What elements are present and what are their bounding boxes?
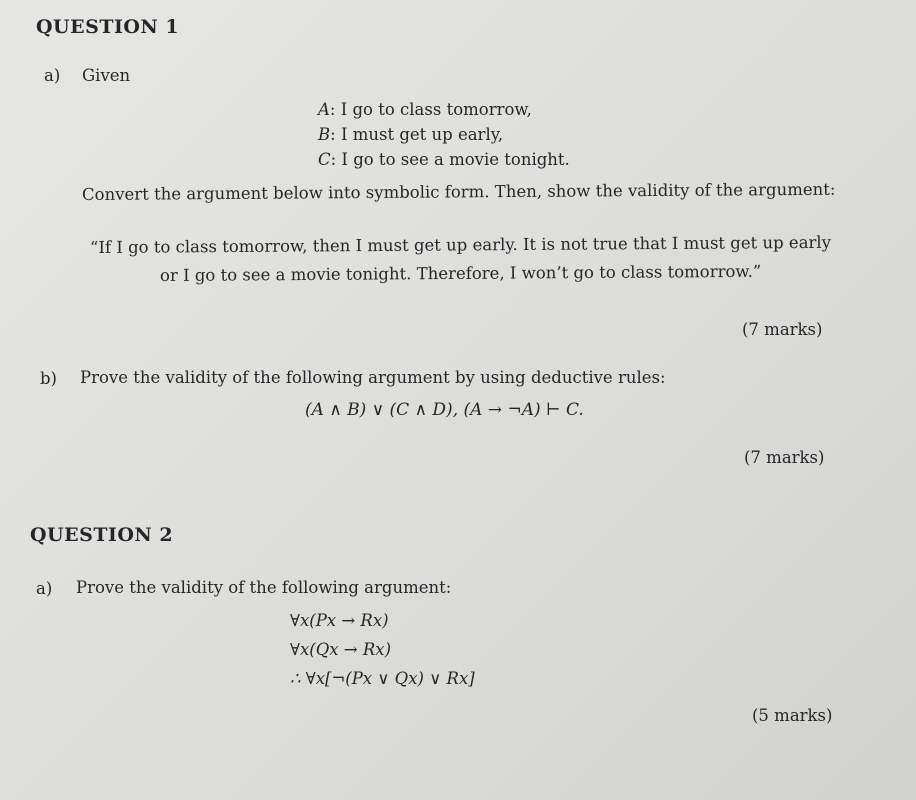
definition-b bbox=[318, 125, 503, 144]
definition-c-text: : I go to see a movie tonight. bbox=[330, 150, 570, 169]
definition-b-text: : I must get up early, bbox=[330, 125, 504, 144]
definition-a-text: : I go to class tomorrow, bbox=[329, 100, 532, 119]
q1b-label: b) bbox=[40, 369, 57, 388]
q1a-quote-line-1: “If I go to class tomorrow, then I must get up early. It is not true that I must get up early bbox=[89, 232, 832, 257]
q1a-quote-line-2: or I go to see a movie tonight. Therefore, I won’t go to class tomorrow.” bbox=[159, 261, 762, 285]
question-2-heading: QUESTION 2 bbox=[30, 524, 174, 546]
definition-a-symbol: A bbox=[318, 100, 330, 119]
q2a-instruction: Prove the validity of the following argument: bbox=[76, 578, 452, 597]
definition-b-symbol: B bbox=[318, 125, 331, 144]
q1a-instruction: Convert the argument below into symbolic form. Then, show the validity of the argument: bbox=[81, 179, 836, 204]
q1b-marks: (7 marks) bbox=[744, 448, 825, 467]
q2a-marks: (5 marks) bbox=[752, 706, 833, 725]
definition-a bbox=[318, 100, 532, 119]
q2a-conclusion: ∴ ∀x[¬(Px ∨ Qx) ∨ Rx] bbox=[290, 669, 475, 688]
q2a-premise-2: ∀x(Qx → Rx) bbox=[290, 640, 392, 659]
q1a-label: a) bbox=[44, 66, 61, 85]
q1a-marks: (7 marks) bbox=[742, 320, 823, 339]
q1a-intro: Given bbox=[82, 66, 131, 85]
definition-c-symbol: C bbox=[318, 150, 331, 169]
q2a-label: a) bbox=[36, 579, 53, 598]
question-1-heading: QUESTION 1 bbox=[36, 16, 180, 38]
q2a-premise-1: ∀x(Px → Rx) bbox=[290, 611, 389, 630]
q1b-instruction: Prove the validity of the following argument by using deductive rules: bbox=[80, 368, 666, 387]
q1b-formula: (A ∧ B) ∨ (C ∧ D), (A → ¬A) ⊢ C. bbox=[305, 400, 584, 420]
definition-c bbox=[318, 150, 570, 169]
